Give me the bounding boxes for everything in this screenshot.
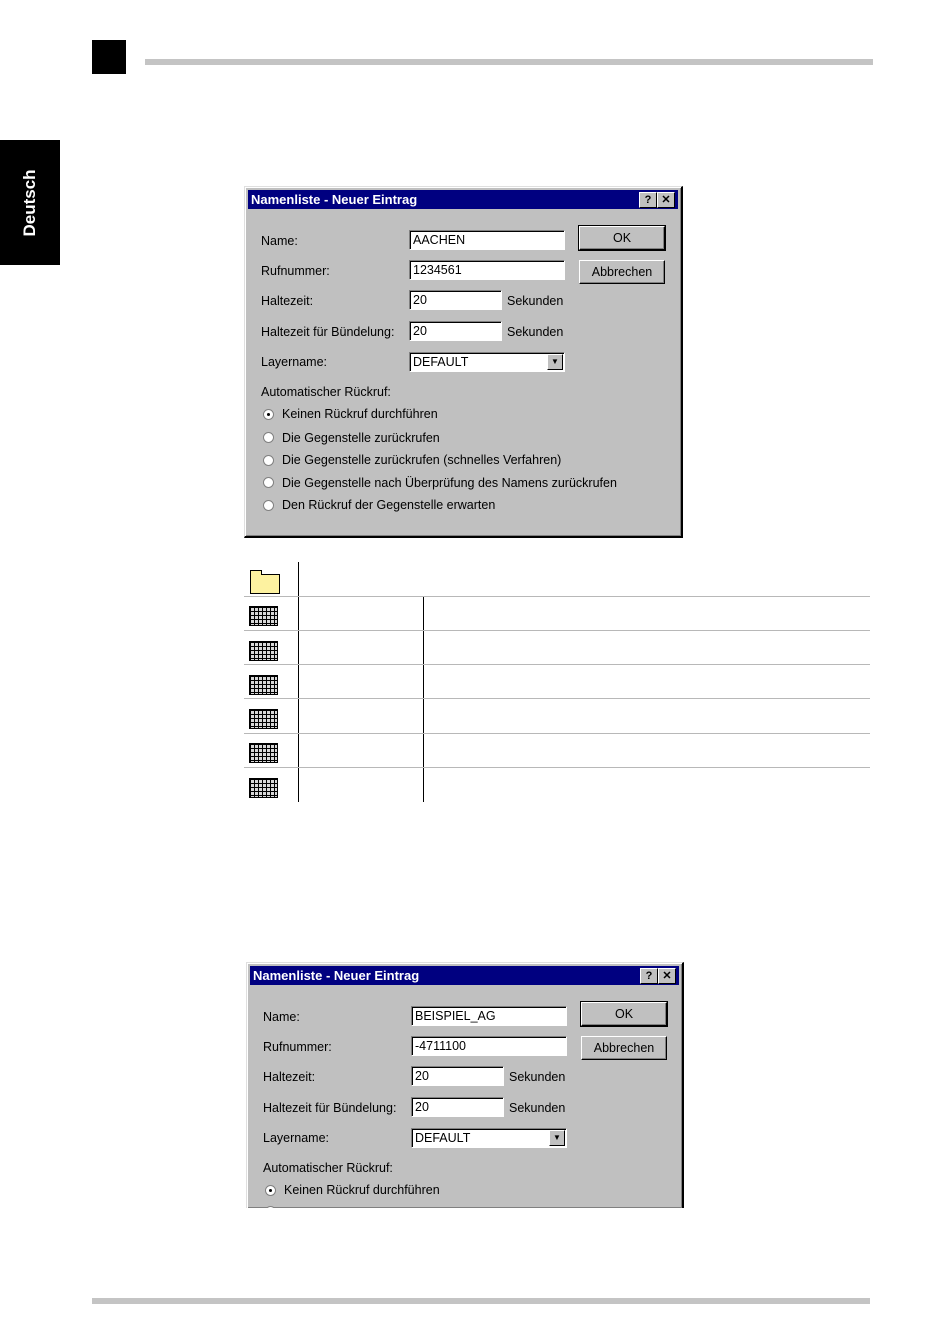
rufnummer-label: Rufnummer: <box>261 264 330 278</box>
dialog-new-entry-2 <box>246 962 684 1208</box>
table-divider-vertical-2 <box>423 597 424 802</box>
language-tab-label: Deutsch <box>20 168 39 237</box>
layername-label: Layername: <box>261 355 328 369</box>
table-row-divider <box>244 630 870 631</box>
table-divider-vertical <box>298 562 299 802</box>
table-row-divider <box>244 596 870 597</box>
haltezeit-buendelung-input[interactable]: 20 <box>409 321 502 341</box>
close-button[interactable]: ✕ <box>658 968 676 984</box>
radio-option-1[interactable] <box>265 1185 276 1196</box>
dialog-titlebar <box>248 190 678 209</box>
layername-value: DEFAULT <box>415 1131 471 1145</box>
folder-icon <box>250 574 280 594</box>
radio-option-2[interactable] <box>265 1206 276 1208</box>
name-label: Name: <box>261 234 298 248</box>
abbrechen-button[interactable]: Abbrechen <box>579 260 665 284</box>
chevron-down-icon[interactable]: ▼ <box>547 354 563 370</box>
haltezeit-buendelung-unit: Sekunden <box>509 1101 566 1115</box>
radio-option-1-label[interactable]: Keinen Rückruf durchführen <box>282 407 438 421</box>
help-button[interactable]: ? <box>639 192 657 208</box>
dialog-title: Namenliste - Neuer Eintrag <box>251 192 418 207</box>
haltezeit-label: Haltezeit: <box>261 294 314 308</box>
ok-button[interactable]: OK <box>581 1002 667 1026</box>
name-input[interactable]: AACHEN <box>409 230 565 250</box>
radio-option-3-label[interactable]: Die Gegenstelle zurückrufen (schnelles Verfahren) <box>282 453 562 467</box>
haltezeit-buendelung-label: Haltezeit für Bündelung: <box>261 325 395 339</box>
radio-option-1-label[interactable]: Keinen Rückruf durchführen <box>284 1183 440 1197</box>
name-input[interactable]: BEISPIEL_AG <box>411 1006 567 1026</box>
radio-option-4[interactable] <box>263 477 274 488</box>
grid-icon <box>249 743 278 763</box>
layername-value: DEFAULT <box>413 355 469 369</box>
table-row-divider <box>244 767 870 768</box>
table-row-divider <box>244 664 870 665</box>
radio-option-5-label[interactable]: Den Rückruf der Gegenstelle erwarten <box>282 498 496 512</box>
layername-select[interactable] <box>411 1128 567 1148</box>
grid-icon <box>249 606 278 626</box>
haltezeit-buendelung-label: Haltezeit für Bündelung: <box>263 1101 397 1115</box>
close-button[interactable]: ✕ <box>657 192 675 208</box>
layername-label: Layername: <box>263 1131 330 1145</box>
grid-icon <box>249 675 278 695</box>
dialog-new-entry-1 <box>244 186 683 538</box>
grid-icon <box>249 778 278 798</box>
language-tab <box>0 140 60 265</box>
rueckruf-group-label: Automatischer Rückruf: <box>261 385 391 399</box>
footer-rule <box>92 1298 870 1304</box>
haltezeit-unit: Sekunden <box>509 1070 566 1084</box>
haltezeit-buendelung-unit: Sekunden <box>507 325 564 339</box>
help-button[interactable]: ? <box>640 968 658 984</box>
header-rule <box>145 59 873 65</box>
grid-icon <box>249 641 278 661</box>
rueckruf-group-label: Automatischer Rückruf: <box>263 1161 393 1175</box>
rufnummer-input[interactable]: -4711100 <box>411 1036 567 1056</box>
dialog-titlebar <box>250 966 679 985</box>
layername-select[interactable] <box>409 352 565 372</box>
rufnummer-input[interactable]: 1234561 <box>409 260 565 280</box>
radio-option-5[interactable] <box>263 500 274 511</box>
abbrechen-button[interactable]: Abbrechen <box>581 1036 667 1060</box>
haltezeit-unit: Sekunden <box>507 294 564 308</box>
radio-option-1[interactable] <box>263 409 274 420</box>
radio-option-4-label[interactable]: Die Gegenstelle nach Überprüfung des Namens zurückrufen <box>282 476 617 490</box>
corner-marker <box>92 40 126 74</box>
chevron-down-icon[interactable]: ▼ <box>549 1130 565 1146</box>
ok-button[interactable]: OK <box>579 226 665 250</box>
radio-option-2[interactable] <box>263 432 274 443</box>
haltezeit-buendelung-input[interactable]: 20 <box>411 1097 504 1117</box>
name-label: Name: <box>263 1010 300 1024</box>
table-row-divider <box>244 698 870 699</box>
radio-option-2-label[interactable]: Die Gegenstelle zurückrufen <box>282 431 440 445</box>
grid-icon <box>249 709 278 729</box>
dialog-title: Namenliste - Neuer Eintrag <box>253 968 420 983</box>
haltezeit-label: Haltezeit: <box>263 1070 316 1084</box>
rufnummer-label: Rufnummer: <box>263 1040 332 1054</box>
haltezeit-input[interactable]: 20 <box>409 290 502 310</box>
haltezeit-input[interactable]: 20 <box>411 1066 504 1086</box>
table-row-divider <box>244 733 870 734</box>
radio-option-3[interactable] <box>263 455 274 466</box>
